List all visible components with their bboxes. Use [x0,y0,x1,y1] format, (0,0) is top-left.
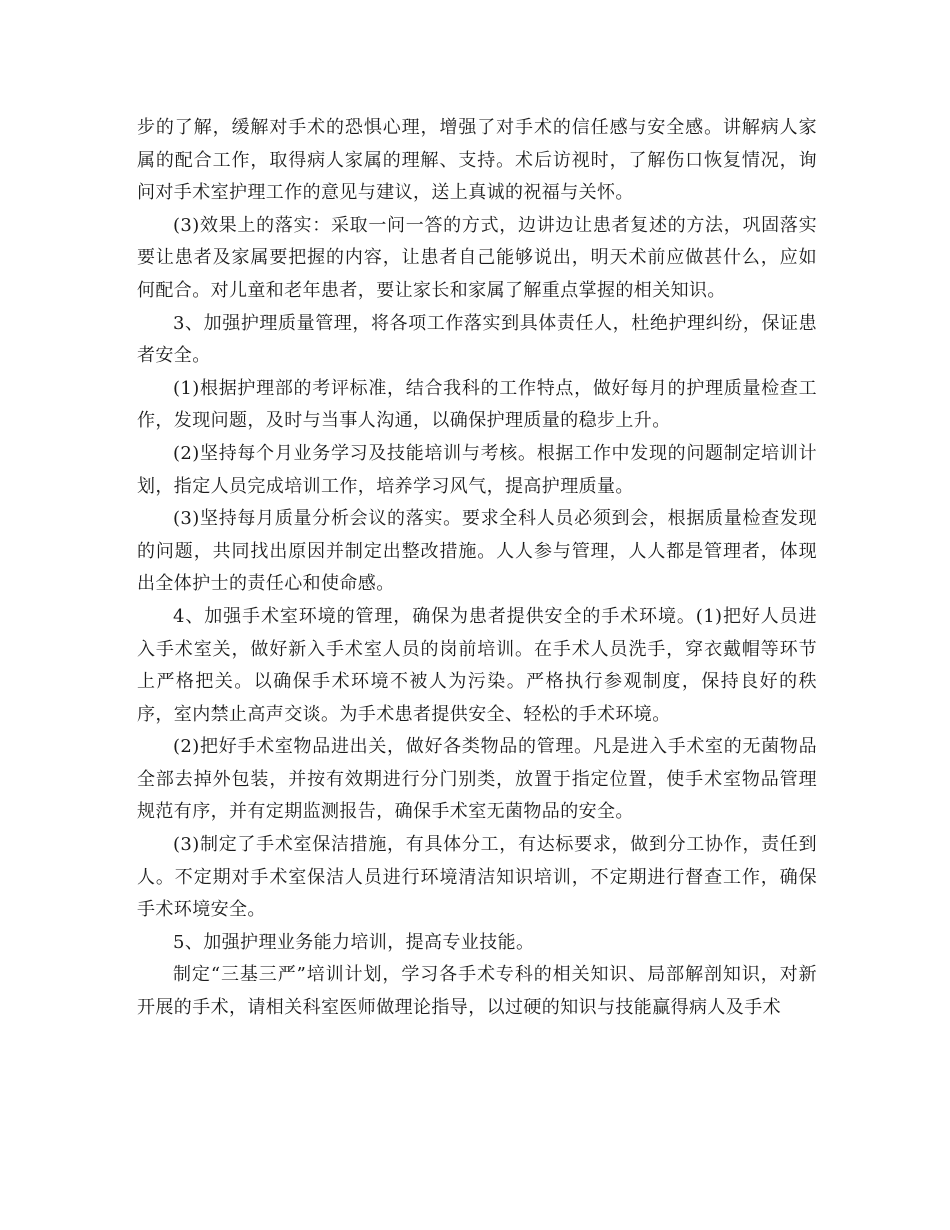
paragraph-cleaning-measures: (3)制定了手术室保洁措施，有具体分工，有达标要求，做到分工协作，责任到人。不定期对手术室保洁人员进行环境清洁知识培训，不定期进行督查工作，确保手术环境安全。 [137,834,817,921]
document-body [137,112,817,1025]
paragraph-supplies-management: (2)把好手术室物品进出关，做好各类物品的管理。凡是进入手术室的无菌物品全部去掉外包装，并按有效期进行分门别类，放置于指定位置，使手术室物品管理规范有序，并有定期监测报告，确保手术室无菌物品的安全。 [137,736,817,823]
paragraph-training-plan: 制定“三基三严”培训计划，学习各手术专科的相关知识、局部解剖知识，对新开展的手术，请相关科室医师做理论指导，以过硬的知识与技能赢得病人及手术 [137,964,817,1019]
paragraph-quality-meeting: (3)坚持每月质量分析会议的落实。要求全科人员必须到会，根据质量检查发现的问题，共同找出原因并制定出整改措施。人人参与管理，人人都是管理者，体现出全体护士的责任心和使命感。 [137,508,817,595]
section-4-paragraph: 4、加强手术室环境的管理，确保为患者提供安全的手术环境。(1)把好人员进入手术室关，做好新入手术室人员的岗前培训。在手术人员洗手，穿衣戴帽等环节上严格把关。以确保手术环境不被人为污染。严格执行参观制度，保持良好的秩序，室内禁止高声交谈。为手术患者提供安全、轻松的手术环境。 [137,605,817,725]
section-3-heading: 3、加强护理质量管理，将各项工作落实到具体责任人，杜绝护理纠纷，保证患者安全。 [137,312,817,367]
section-5-heading: 5、加强护理业务能力培训，提高专业技能。 [173,931,535,953]
paragraph-effect-implementation: (3)效果上的落实：采取一问一答的方式，边讲边让患者复述的方法，巩固落实要让患者及家属要把握的内容，让患者自己能够说出，明天术前应做甚什么，应如何配合。对儿童和老年患者，要让家长和家属了解重点掌握的相关知识。 [137,214,817,301]
paragraph-quality-check: (1)根据护理部的考评标准，结合我科的工作特点，做好每月的护理质量检查工作，发现问题，及时与当事人沟通，以确保护理质量的稳步上升。 [137,377,817,432]
paragraph-monthly-training: (2)坚持每个月业务学习及技能培训与考核。根据工作中发现的问题制定培训计划，指定人员完成培训工作，培养学习风气，提高护理质量。 [137,442,817,497]
paragraph-continuation: 步的了解，缓解对手术的恐惧心理，增强了对手术的信任感与安全感。讲解病人家属的配合工作，取得病人家属的理解、支持。术后访视时，了解伤口恢复情况，询问对手术室护理工作的意见与建议，送上真诚的祝福与关怀。 [137,117,817,204]
